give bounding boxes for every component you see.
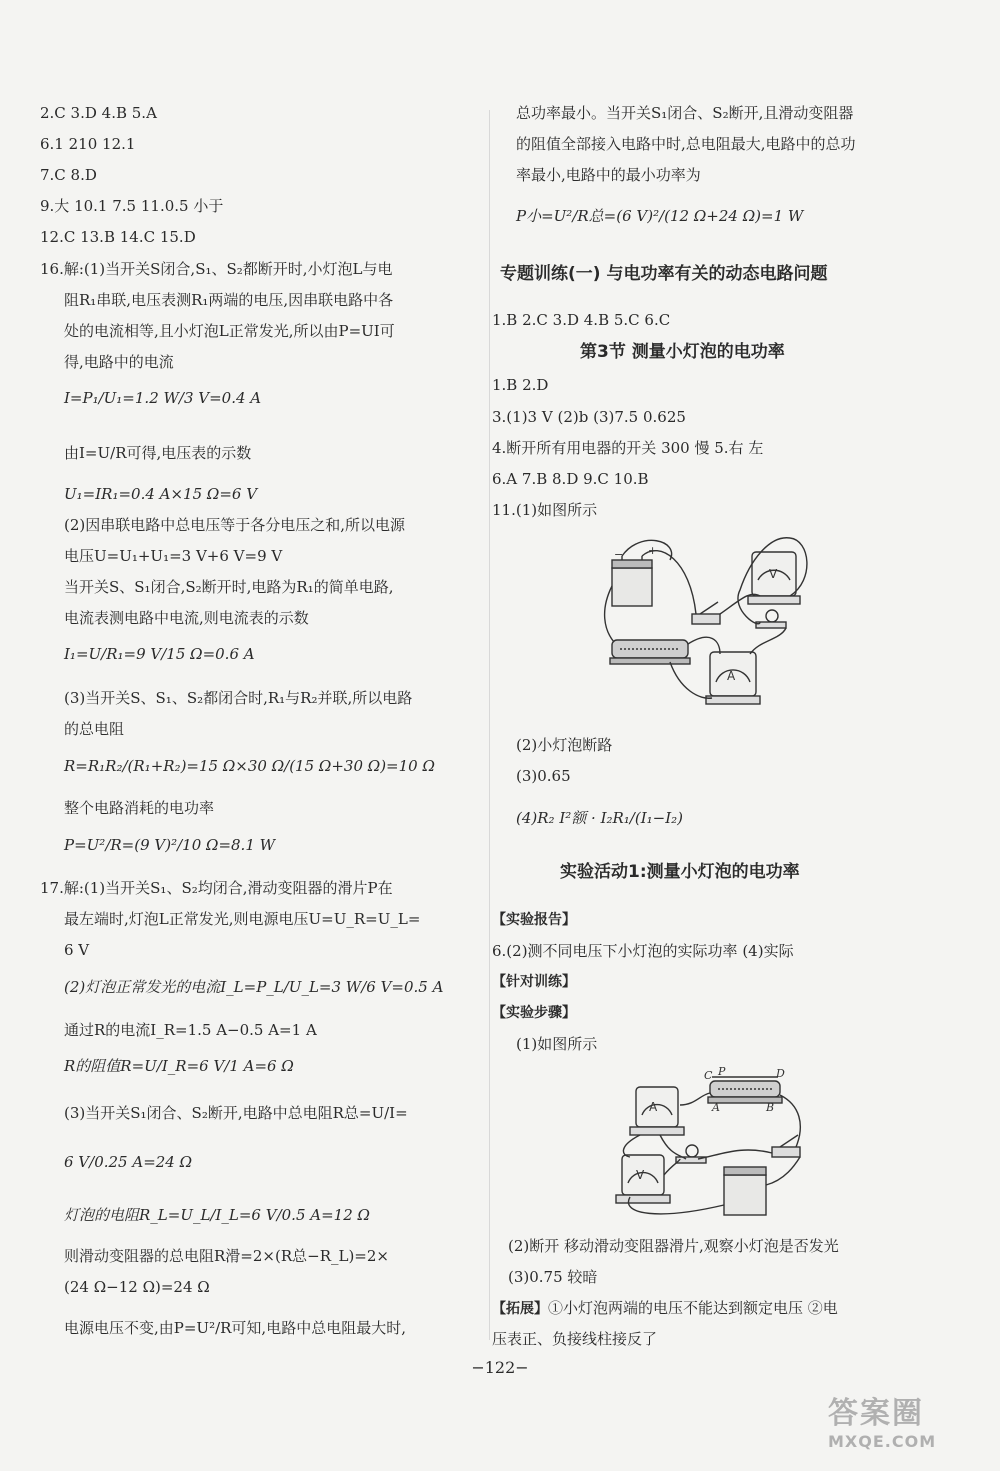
- equation: U₁=IR₁=0.4 A×15 Ω=6 V: [64, 485, 258, 503]
- answer-line: 当开关S、S₁闭合,S₂断开时,电路为R₁的简单电路,: [64, 578, 394, 596]
- answer-line: 1.B 2.C 3.D 4.B 5.C 6.C: [492, 311, 671, 329]
- answer-line: (3)当开关S、S₁、S₂都闭合时,R₁与R₂并联,所以电路: [64, 689, 413, 707]
- svg-text:−: −: [614, 548, 624, 561]
- answer-line: 最左端时,灯泡L正常发光,则电源电压U=U_R=U_L=: [64, 910, 421, 928]
- svg-text:D: D: [776, 1067, 785, 1080]
- svg-text:A: A: [727, 669, 736, 683]
- svg-text:C: C: [704, 1069, 713, 1082]
- watermark-logo: 答案圈: [828, 1396, 924, 1431]
- tag-label: 【实验步骤】: [492, 1005, 576, 1021]
- answer-line: (3)0.75 较暗: [508, 1268, 598, 1286]
- answer-line: 压表正、负接线柱接反了: [492, 1330, 658, 1348]
- equation: P=U²/R=(9 V)²/10 Ω=8.1 W: [64, 836, 276, 854]
- expand-text: ①小灯泡两端的电压不能达到额定电压 ②电: [548, 1299, 838, 1317]
- equation: 6 V/0.25 A=24 Ω: [64, 1153, 193, 1171]
- equation: (4)R₂ I²额 · I₂R₁/(I₁−I₂): [516, 809, 684, 827]
- answer-line: 12.C 13.B 14.C 15.D: [40, 228, 196, 246]
- answer-line: 11.(1)如图所示: [492, 501, 598, 519]
- answer-line: 6 V: [64, 941, 90, 959]
- svg-text:V: V: [636, 1168, 645, 1182]
- equation: R的阻值R=U/I_R=6 V/1 A=6 Ω: [64, 1057, 294, 1075]
- answer-line: [492, 1298, 838, 1319]
- equation: P小=U²/R总=(6 V)²/(12 Ω+24 Ω)=1 W: [516, 207, 804, 225]
- answer-line: 17.解:(1)当开关S₁、S₂均闭合,滑动变阻器的滑片P在: [40, 879, 393, 897]
- answer-line: 2.C 3.D 4.B 5.A: [40, 104, 157, 122]
- svg-text:A: A: [649, 1100, 658, 1114]
- section-heading: 专题训练(一) 与电功率有关的动态电路问题: [500, 264, 828, 284]
- answer-line: 6.1 210 12.1: [40, 135, 136, 153]
- equation: I₁=U/R₁=9 V/15 Ω=0.6 A: [64, 645, 255, 663]
- answer-line: 电压U=U₁+U₁=3 V+6 V=9 V: [64, 547, 283, 565]
- answer-line: 7.C 8.D: [40, 166, 97, 184]
- svg-text:V: V: [769, 567, 778, 581]
- equation: (2)灯泡正常发光的电流I_L=P_L/U_L=3 W/6 V=0.5 A: [64, 978, 444, 996]
- answer-line: 4.断开所有用电器的开关 300 慢 5.右 左: [492, 439, 764, 457]
- answer-line: (3)当开关S₁闭合、S₂断开,电路中总电阻R总=U/I=: [64, 1104, 408, 1122]
- watermark: [828, 1388, 988, 1463]
- svg-text:P: P: [718, 1065, 726, 1078]
- column-divider: [489, 110, 490, 1340]
- section-heading: 实验活动1:测量小灯泡的电功率: [560, 862, 800, 882]
- answer-line: 16.解:(1)当开关S闭合,S₁、S₂都断开时,小灯泡L与电: [40, 260, 393, 278]
- tag-label: 【实验报告】: [492, 912, 576, 928]
- answer-line: (24 Ω−12 Ω)=24 Ω: [64, 1278, 210, 1296]
- answer-line: 6.A 7.B 8.D 9.C 10.B: [492, 470, 649, 488]
- section-heading: 第3节 测量小灯泡的电功率: [580, 342, 785, 362]
- equation: 灯泡的电阻R_L=U_L/I_L=6 V/0.5 A=12 Ω: [64, 1206, 370, 1224]
- answer-line: 电流表测电路中电流,则电流表的示数: [64, 609, 309, 627]
- answer-line: 总功率最小。当开关S₁闭合、S₂断开,且滑动变阻器: [516, 104, 854, 122]
- answer-line: 3.(1)3 V (2)b (3)7.5 0.625: [492, 408, 686, 426]
- answer-line: 得,电路中的电流: [64, 353, 174, 371]
- answer-line: 6.(2)测不同电压下小灯泡的实际功率 (4)实际: [492, 942, 794, 960]
- answer-line: 处的电流相等,且小灯泡L正常发光,所以由P=UI可: [64, 322, 395, 340]
- answer-line: 9.大 10.1 7.5 11.0.5 小于: [40, 197, 224, 215]
- svg-text:+: +: [648, 544, 658, 557]
- answer-line: (2)小灯泡断路: [516, 736, 613, 754]
- answer-line: 整个电路消耗的电功率: [64, 799, 215, 817]
- equation: R=R₁R₂/(R₁+R₂)=15 Ω×30 Ω/(15 Ω+30 Ω)=10 Ω: [64, 757, 435, 775]
- circuit-figure-1: [600, 530, 820, 715]
- answer-line: 电源电压不变,由P=U²/R可知,电路中总电阻最大时,: [64, 1319, 406, 1337]
- answer-line: 则滑动变阻器的总电阻R滑=2×(R总−R_L)=2×: [64, 1247, 389, 1265]
- answer-line: 1.B 2.D: [492, 376, 549, 394]
- tag-label: 【针对训练】: [492, 974, 576, 990]
- answer-line: (1)如图所示: [516, 1035, 598, 1053]
- circuit-figure-2: [600, 1065, 820, 1225]
- answer-line: 由I=U/R可得,电压表的示数: [64, 444, 252, 462]
- answer-line: (3)0.65: [516, 767, 571, 785]
- answer-line: (2)断开 移动滑动变阻器滑片,观察小灯泡是否发光: [508, 1237, 839, 1255]
- watermark-url: MXQE.COM: [828, 1432, 937, 1451]
- answer-line: 的总电阻: [64, 720, 125, 738]
- page-number: −122−: [471, 1358, 529, 1377]
- answer-line: (2)因串联电路中总电压等于各分电压之和,所以电源: [64, 516, 406, 534]
- svg-text:A: A: [712, 1101, 720, 1114]
- svg-text:B: B: [766, 1101, 775, 1114]
- answer-line: 的阻值全部接入电路中时,总电阻最大,电路中的总功: [516, 135, 856, 153]
- answer-line: 阻R₁串联,电压表测R₁两端的电压,因串联电路中各: [64, 291, 394, 309]
- answer-line: 通过R的电流I_R=1.5 A−0.5 A=1 A: [64, 1021, 317, 1039]
- answer-line: 率最小,电路中的最小功率为: [516, 166, 701, 184]
- tag-label: 【拓展】: [492, 1301, 548, 1317]
- equation: I=P₁/U₁=1.2 W/3 V=0.4 A: [64, 389, 262, 407]
